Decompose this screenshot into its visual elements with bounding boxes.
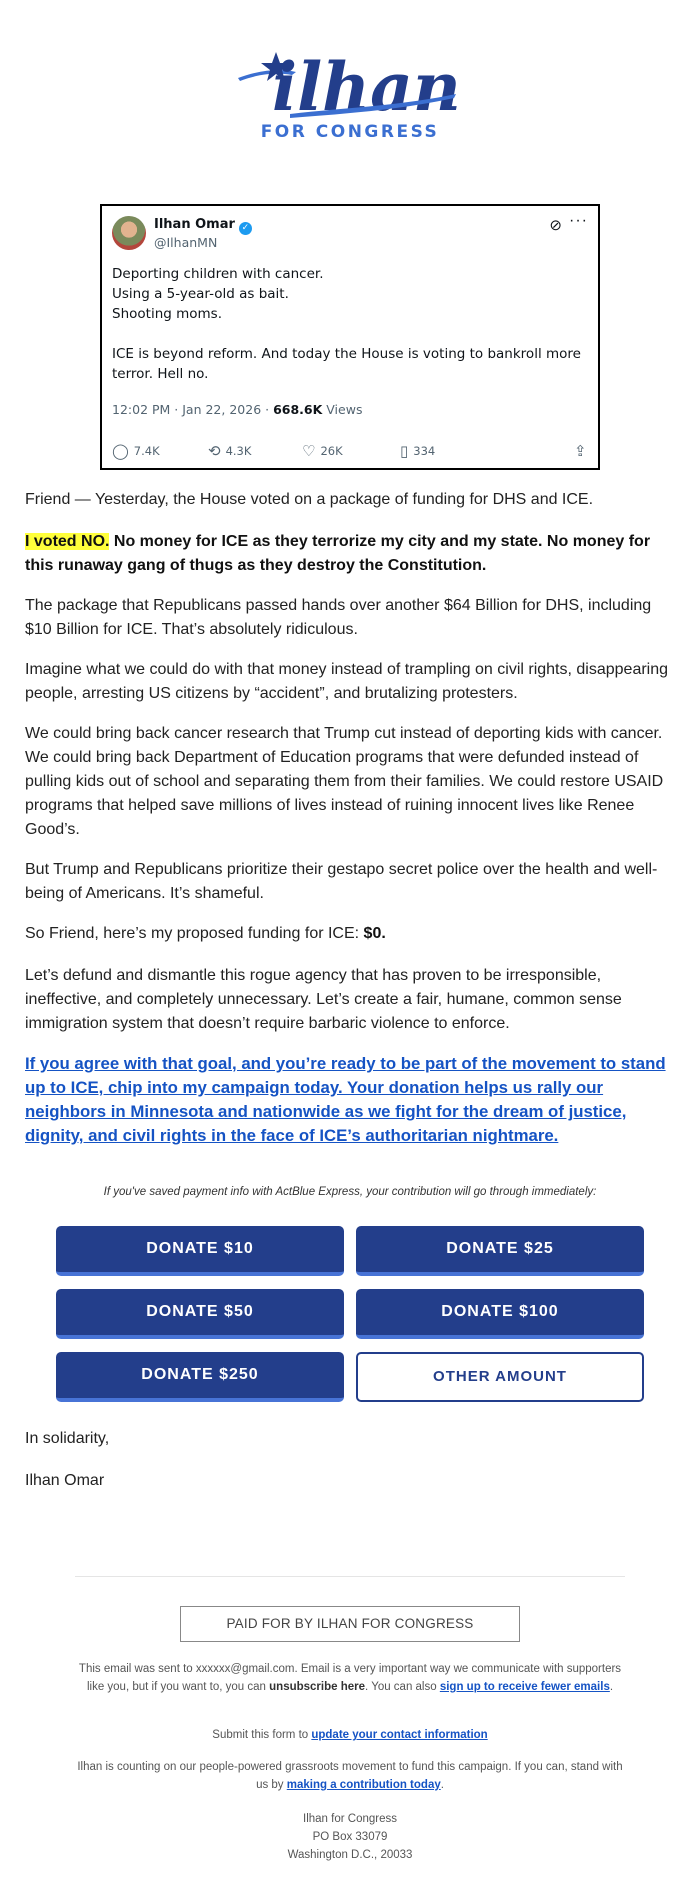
donate-100-button[interactable]: DONATE $100	[356, 1289, 644, 1339]
tweet-line: Shooting moms.	[112, 306, 222, 322]
avatar[interactable]	[112, 216, 146, 250]
tweet-text	[112, 264, 582, 384]
contribution-link[interactable]: making a contribution today	[286, 1779, 441, 1791]
tweet-author[interactable]: Ilhan Omar ✓	[154, 217, 252, 235]
logo-star-icon	[230, 44, 470, 124]
grok-icon[interactable]: ⊘	[549, 217, 562, 234]
footer-divider	[75, 1576, 625, 1577]
share-icon: ⇪	[574, 442, 587, 460]
body-paragraph: So Friend, here’s my proposed funding for ICE: $0.	[25, 925, 386, 942]
logo-wordmark: ilhan	[272, 48, 461, 124]
logo-subtitle: FOR CONGRESS	[260, 122, 440, 142]
bookmark-icon: ▯	[400, 442, 409, 460]
donate-cta-link[interactable]: If you agree with that goal, and you’re ready to be part of the movement to stand up to ICE, chip into my campaign today. Your donation helps us rally our neighbors in Minnesota and nationwide as we fight for the dream of justice, dignity, and civil rights in the face of ICE’s authoritarian nightmare.	[25, 1054, 666, 1145]
footer-grassroots-text: Ilhan is counting on our people-powered grassroots movement to fund this campaign. If you can, stand with us by making a contribution today.	[77, 1761, 623, 1791]
signoff: In solidarity,	[25, 1430, 110, 1447]
repost-icon: ⟲	[208, 442, 221, 460]
footer-update-text: Submit this form to update your contact information	[212, 1729, 488, 1741]
body-paragraph: We could bring back cancer research that Trump cut instead of deporting kids with cancer. We could bring back Department of Education programs that were defunded instead of pulling kids out of school and separating them from their families. We could restore USAID programs that helped save millions of lives instead of ruining innocent lives like Renee Good’s.	[25, 725, 664, 838]
embedded-tweet[interactable]	[100, 204, 600, 470]
tweet-line: Deporting children with cancer.	[112, 266, 324, 282]
fewer-emails-link[interactable]: sign up to receive fewer emails	[439, 1681, 610, 1693]
paid-for-disclaimer: PAID FOR BY ILHAN FOR CONGRESS	[180, 1606, 520, 1642]
tweet-actions	[112, 442, 588, 462]
body-paragraph: But Trump and Republicans prioritize their gestapo secret police over the health and well-being of Americans. It’s shameful.	[25, 861, 658, 902]
donate-250-button[interactable]: DONATE $250	[56, 1352, 344, 1402]
footer-address	[75, 1810, 625, 1864]
address-line: Washington D.C., 20033	[287, 1849, 413, 1861]
body-paragraph: The package that Republicans passed hands over another $64 Billion for DHS, including $10 Billion for ICE. That’s absolutely ridiculous.	[25, 597, 652, 638]
campaign-logo[interactable]	[230, 44, 470, 144]
reply-button[interactable]: ◯ 7.4K	[112, 442, 160, 460]
address-line: Ilhan for Congress	[303, 1813, 397, 1825]
bookmark-button[interactable]: ▯ 334	[400, 442, 436, 460]
body-paragraph: Friend — Yesterday, the House voted on a package of funding for DHS and ICE.	[25, 491, 594, 508]
donate-25-button[interactable]: DONATE $25	[356, 1226, 644, 1276]
verified-badge-icon: ✓	[239, 222, 252, 235]
donate-10-button[interactable]: DONATE $10	[56, 1226, 344, 1276]
repost-button[interactable]: ⟲ 4.3K	[208, 442, 252, 460]
actblue-note: If you've saved payment info with ActBlue Express, your contribution will go through immediately:	[103, 1186, 597, 1198]
signature: Ilhan Omar	[25, 1472, 105, 1489]
tweet-timestamp[interactable]: 12:02 PM · Jan 22, 2026 · 668.6K Views	[112, 402, 363, 417]
footer-unsubscribe-text: This email was sent to xxxxxx@gmail.com. Email is a very important way we communicate with supporters like you, but if you want to, you can unsubscribe here. You can also sign up to receive fewer emails.	[78, 1663, 622, 1693]
tweet-line: ICE is beyond reform. And today the House is voting to bankroll more terror. Hell no.	[112, 346, 581, 382]
body-paragraph: Imagine what we could do with that money instead of trampling on civil rights, disappearing people, arresting US citizens by “accident”, and brutalizing protesters.	[25, 661, 669, 702]
more-options-icon[interactable]: ···	[569, 212, 588, 229]
donate-50-button[interactable]: DONATE $50	[56, 1289, 344, 1339]
like-button[interactable]: ♡ 26K	[302, 442, 343, 460]
unsubscribe-link[interactable]: unsubscribe here	[269, 1681, 366, 1693]
update-contact-link[interactable]: update your contact information	[311, 1729, 488, 1741]
tweet-line: Using a 5-year-old as bait.	[112, 286, 289, 302]
tweet-handle[interactable]: @IlhanMN	[154, 235, 218, 250]
highlighted-text: I voted NO.	[25, 533, 110, 550]
share-button[interactable]	[574, 442, 592, 460]
reply-icon: ◯	[112, 442, 129, 460]
other-amount-button[interactable]: OTHER AMOUNT	[356, 1352, 644, 1402]
heart-icon: ♡	[302, 442, 316, 460]
body-paragraph-bold: I voted NO. No money for ICE as they terrorize my city and my state. No money for this runaway gang of thugs as they destroy the Constitution.	[25, 533, 651, 574]
address-line: PO Box 33079	[312, 1831, 388, 1843]
body-paragraph: Let’s defund and dismantle this rogue agency that has proven to be irresponsible, ineffective, and completely unnecessary. Let’s create a fair, humane, common sense immigration system that doesn’t require barbaric violence to enforce.	[25, 967, 622, 1032]
